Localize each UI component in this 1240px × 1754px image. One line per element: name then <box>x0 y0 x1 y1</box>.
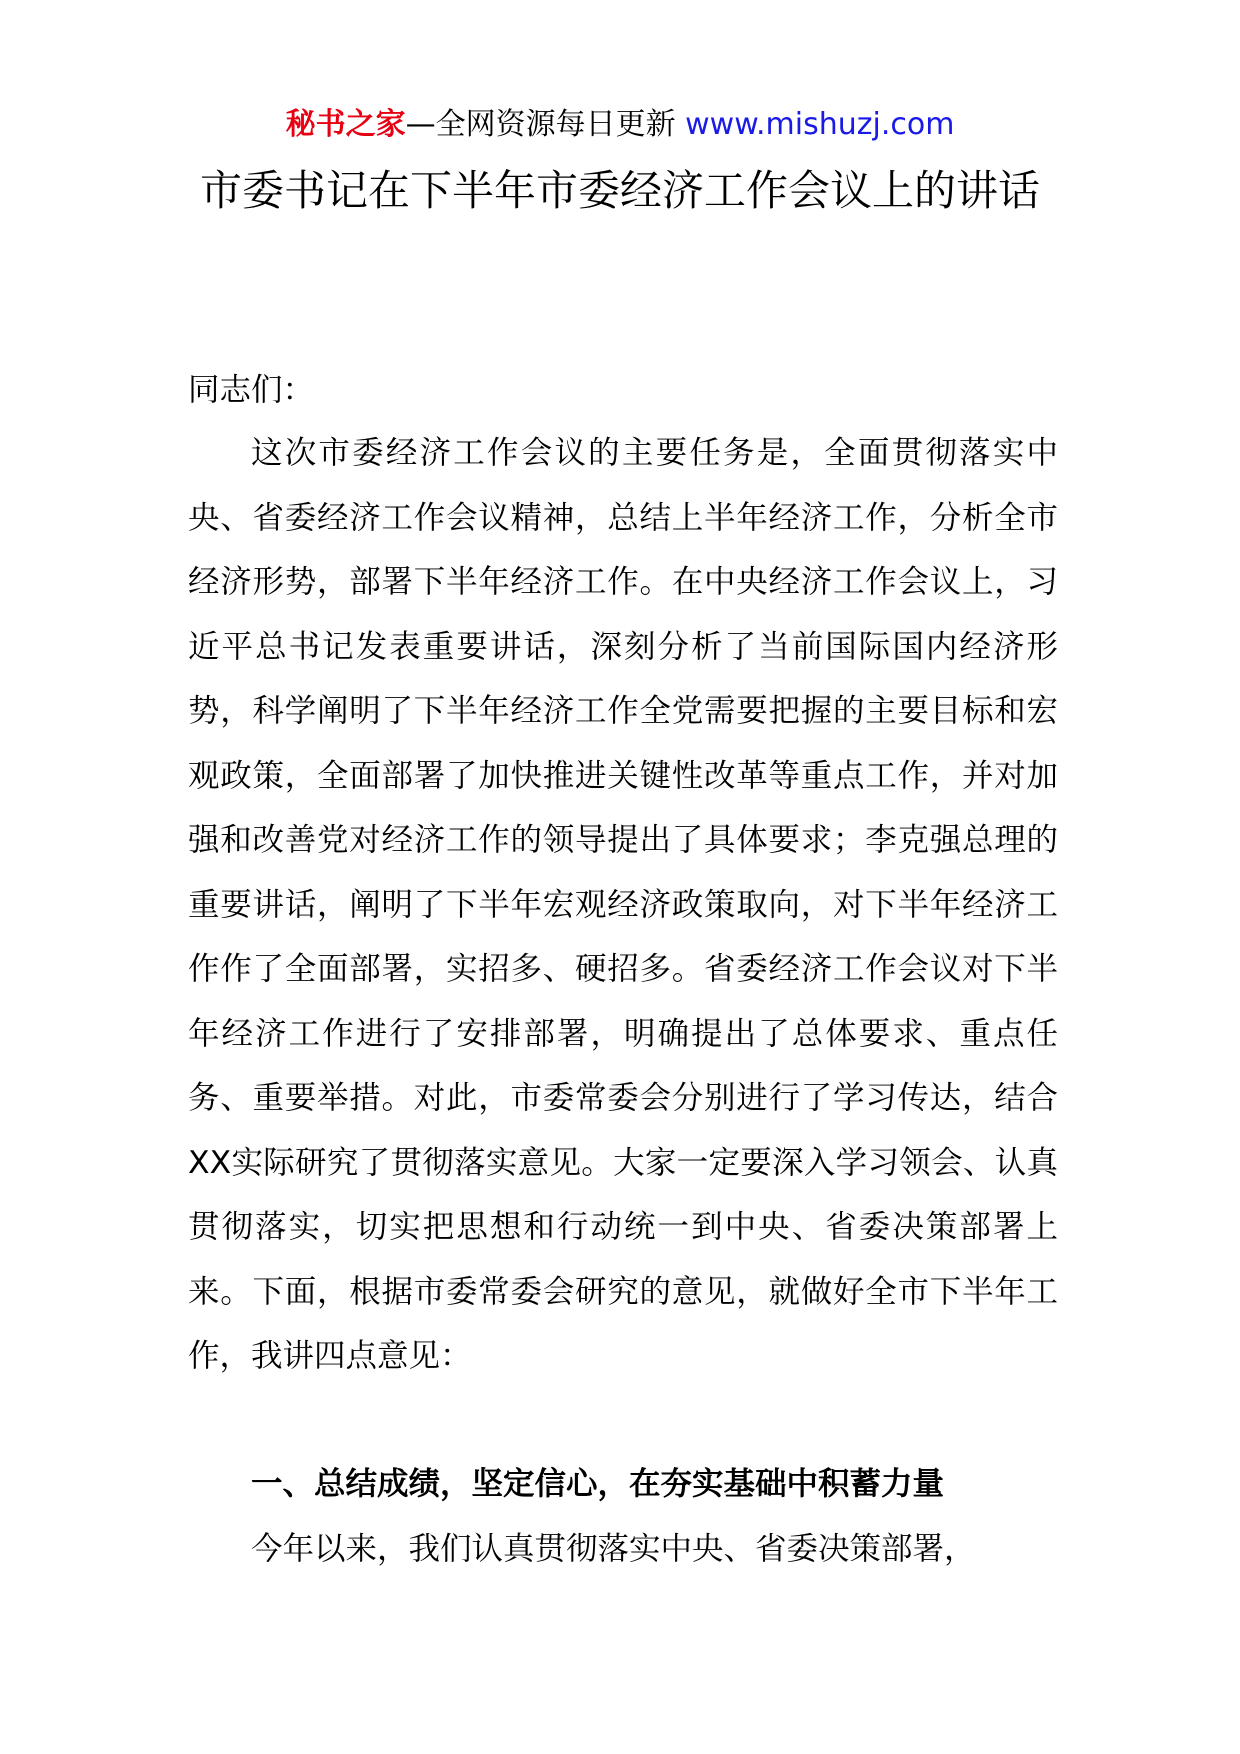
site-slogan: —全网资源每日更新 <box>405 107 676 142</box>
site-banner <box>0 100 1240 150</box>
site-url-link[interactable]: www.mishuzj.com <box>685 107 955 142</box>
site-brand-name: 秘书之家 <box>285 107 406 142</box>
body-paragraph: 今年以来，我们认真贯彻落实中央、省委决策部署， <box>251 1531 976 1567</box>
document-title: 市委书记在下半年市委经济工作会议上的讲话 <box>199 166 1040 215</box>
body-paragraph: 这次市委经济工作会议的主要任务是，全面贯彻落实中央、省委经济工作会议精神，总结上半年经济工作，分析全市经济形势，部署下半年经济工作。在中央经济工作会议上，习近平总书记发表重要讲话，深刻分析了当前国际国内经济形势，科学阐明了下半年经济工作全党需要把握的主要目标和宏观政策，全面部署了加快推进关键性改革等重点工作，并对加强和改善党对经济工作的领导提出了具体要求；李克强总理的重要讲话，阐明了下半年宏观经济政策取向，对下半年经济工作作了全面部署，实招多、硬招多。省委经济工作会议对下半年经济工作进行了安排部署，明确提出了总体要求、重点任务、重要举措。对此，市委常委会分别进行了学习传达，结合XX实际研究了贯彻落实意见。大家一定要深入学习领会、认真贯彻落实，切实把思想和行动统一到中央、省委决策部署上来。下面，根据市委常委会研究的意见，就做好全市下半年工作，我讲四点意见： <box>188 435 1058 1374</box>
greeting-line: 同志们： <box>188 372 315 408</box>
section-heading: 一、总结成绩，坚定信心，在夯实基础中积蓄力量 <box>251 1466 945 1502</box>
